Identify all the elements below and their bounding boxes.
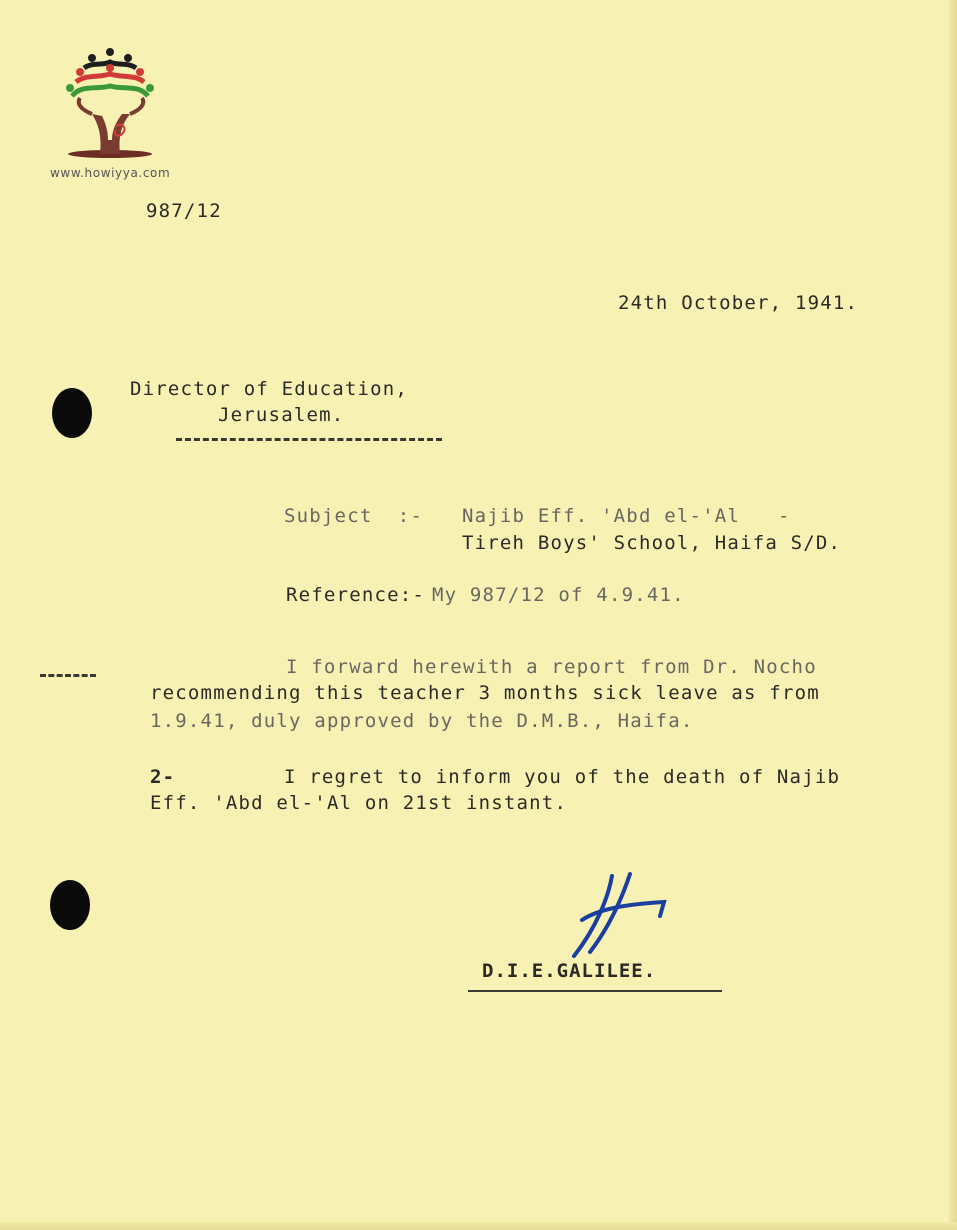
paper-edge-bottom: [0, 1222, 957, 1230]
paragraph-2-line-2: Eff. 'Abd el-'Al on 21st instant.: [150, 792, 568, 814]
paragraph-1-line-1: I forward herewith a report from Dr. Nocho: [286, 656, 817, 678]
reference-value: My 987/12 of 4.9.41.: [432, 584, 685, 606]
letter-date: 24th October, 1941.: [618, 292, 859, 314]
addressee-line-2: Jerusalem.: [218, 404, 345, 426]
paragraph-1-line-2: recommending this teacher 3 months sick leave as from: [150, 682, 820, 704]
signatory-name: D.I.E.GALILEE.: [482, 960, 657, 982]
logo-url-text: www.howiyya.com: [50, 166, 171, 180]
punch-hole: [50, 880, 90, 930]
paragraph-2-line-1: I regret to inform you of the death of Najib: [284, 766, 841, 788]
margin-dash: [40, 674, 96, 677]
subject-line-1: Najib Eff. 'Abd el-'Al -: [462, 505, 791, 527]
paragraph-1-line-3: 1.9.41, duly approved by the D.M.B., Haifa.: [150, 710, 694, 732]
paper-edge-right: [949, 0, 957, 1230]
addressee-line-1: Director of Education,: [130, 378, 409, 400]
handwritten-signature-icon: [560, 868, 680, 964]
file-reference: 987/12: [146, 200, 222, 222]
signature-underline: [468, 990, 722, 992]
addressee-underline: [176, 438, 442, 441]
family-tree-logo-icon: [62, 44, 158, 164]
subject-line-2: Tireh Boys' School, Haifa S/D.: [462, 532, 842, 554]
paragraph-2-number: 2-: [150, 766, 176, 788]
subject-label: Subject :-: [284, 505, 424, 527]
punch-hole: [52, 388, 92, 438]
reference-label: Reference:-: [286, 584, 426, 606]
